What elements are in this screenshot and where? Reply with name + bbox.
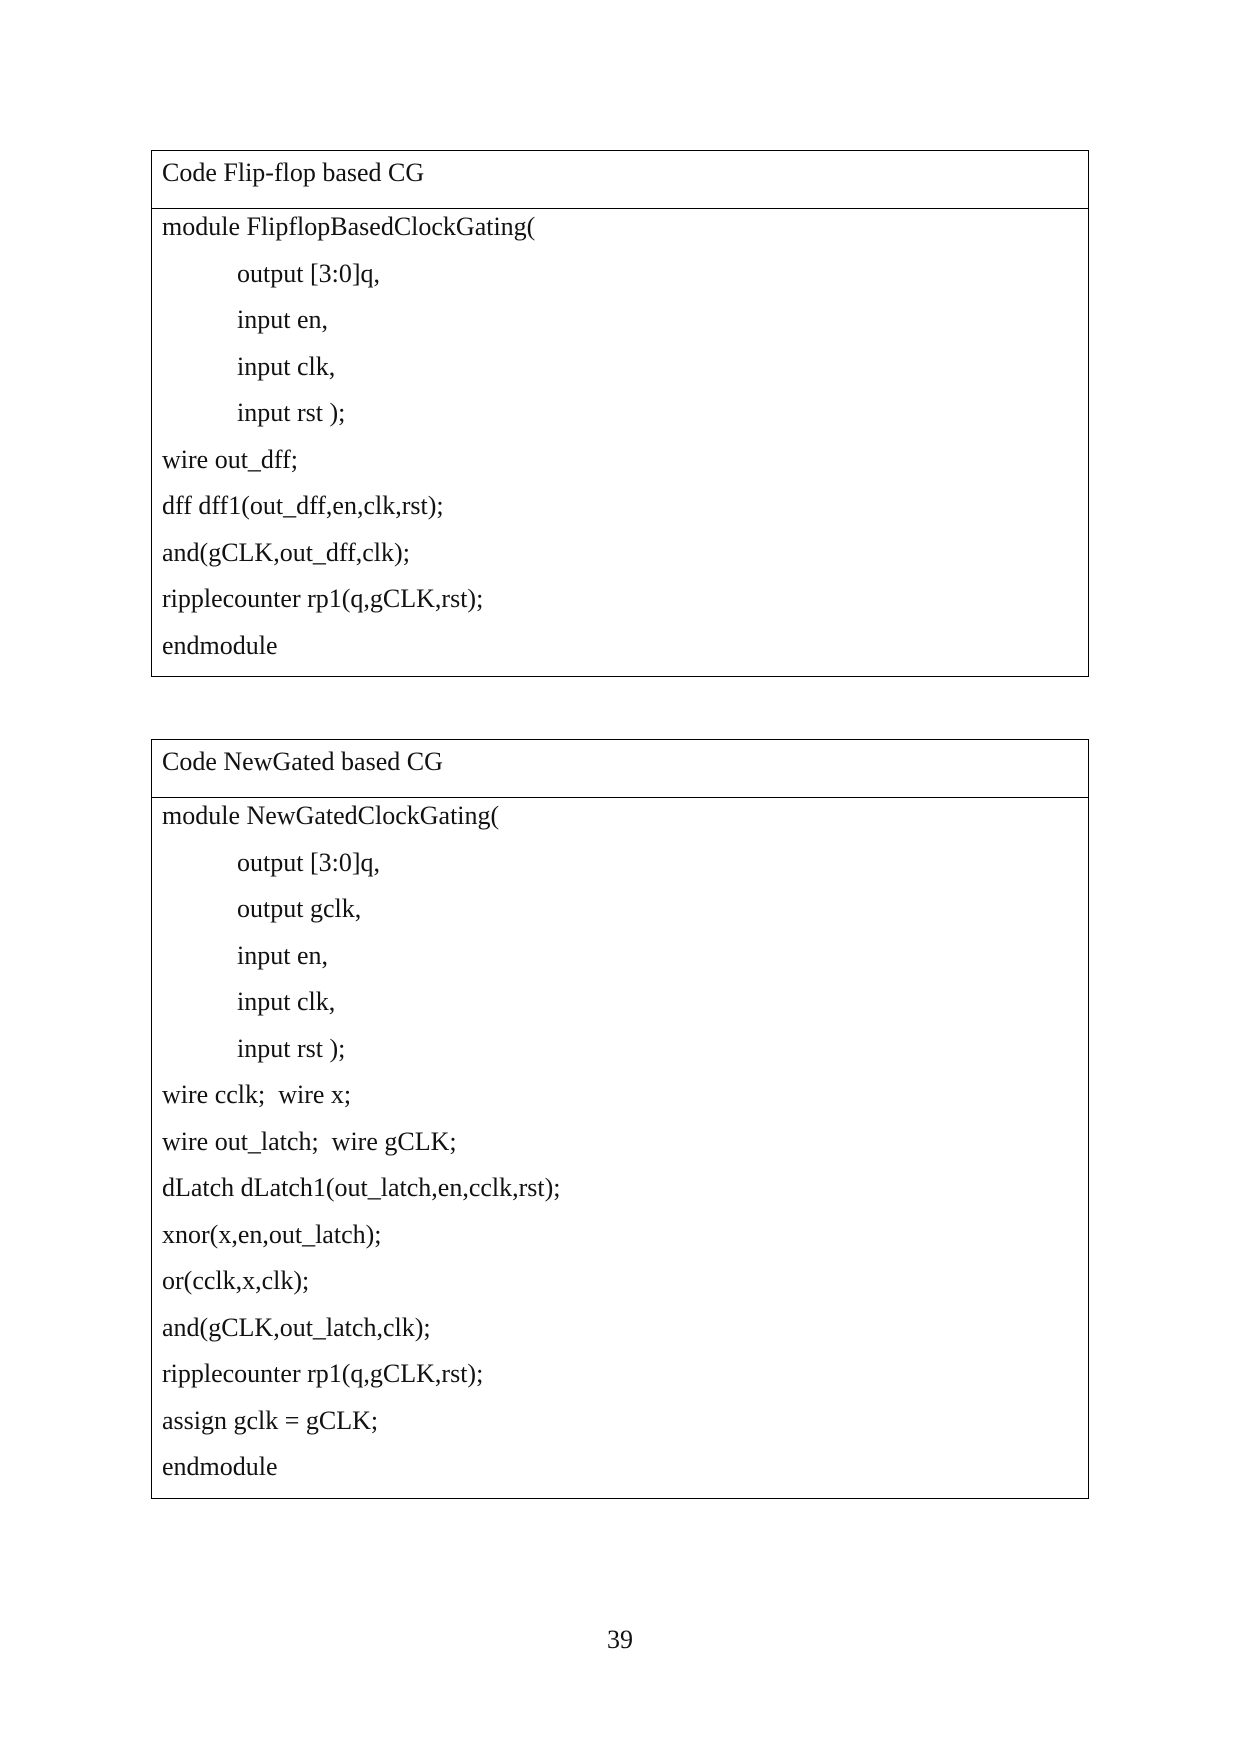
code-block-flipflop-cg	[151, 150, 1089, 677]
code-line: input clk,	[237, 987, 336, 1016]
code-line: input en,	[237, 940, 328, 970]
code-line: and(gCLK,out_latch,clk);	[162, 1312, 431, 1342]
code-line: wire out_dff;	[162, 444, 298, 474]
code-line: module NewGatedClockGating(	[162, 801, 500, 830]
code-block-title: Code Flip-flop based CG	[152, 151, 1088, 209]
code-line: module FlipflopBasedClockGating(	[162, 212, 536, 241]
code-block-title: Code NewGated based CG	[152, 740, 1088, 798]
code-line: input clk,	[237, 351, 336, 381]
code-line: output [3:0]q,	[237, 847, 380, 877]
code-line: input rst );	[237, 398, 346, 427]
page-number: 39	[607, 1625, 633, 1654]
code-line: assign gclk = gCLK;	[162, 1405, 379, 1435]
code-line: wire out_latch; wire gCLK;	[162, 1126, 457, 1156]
code-line: xnor(x,en,out_latch);	[162, 1219, 382, 1249]
code-line: ripplecounter rp1(q,gCLK,rst);	[162, 1359, 484, 1388]
code-line: endmodule	[162, 630, 278, 660]
code-line: input rst );	[237, 1033, 346, 1063]
code-lines	[152, 798, 1088, 1496]
code-line: output [3:0]q,	[237, 258, 380, 288]
code-line: dff dff1(out_dff,en,clk,rst);	[162, 491, 444, 520]
code-block-newgated-cg	[151, 739, 1089, 1499]
code-line: output gclk,	[237, 894, 362, 923]
code-line: and(gCLK,out_dff,clk);	[162, 537, 410, 567]
code-line: dLatch dLatch1(out_latch,en,cclk,rst);	[162, 1173, 561, 1202]
code-lines	[152, 209, 1088, 674]
code-line: wire cclk; wire x;	[162, 1080, 352, 1109]
code-line: or(cclk,x,clk);	[162, 1266, 310, 1295]
code-line: endmodule	[162, 1452, 278, 1481]
code-line: ripplecounter rp1(q,gCLK,rst);	[162, 584, 484, 613]
code-line: input en,	[237, 305, 328, 334]
